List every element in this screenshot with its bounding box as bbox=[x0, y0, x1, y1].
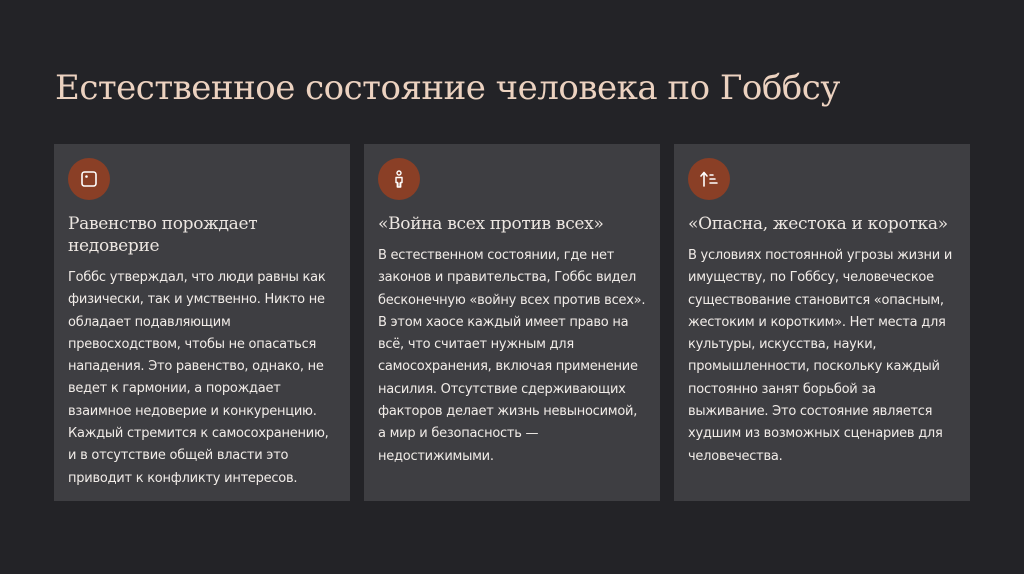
slide-title: Естественное состояние человека по Гоббсу bbox=[55, 68, 840, 108]
card-dangerous-life bbox=[674, 144, 970, 501]
person-icon bbox=[389, 169, 409, 189]
card-text: В естественном состоянии, где нет законов и правительства, Гоббс видел бесконечную «войну всех против всех». В этом хаосе каждый имеет право на всё, что считает нужным для самосохранения, включая применение насилия. Отсутствие сдерживающих факторов делает жизнь невыносимой, а мир и безопасность — недостижимыми. bbox=[378, 248, 646, 464]
card-title: «Война всех против всех» bbox=[378, 214, 604, 234]
card-text: В условиях постоянной угрозы жизни и имуществу, по Гоббсу, человеческое существование становится «опасным, жестоким и коротким». Нет места для культуры, искусства, науки, промышленности, поскольку каждый постоянно занят борьбой за выживание. Это состояние является худшим из возможных сценариев для человечества. bbox=[688, 248, 953, 464]
card-icon-badge bbox=[688, 158, 730, 200]
card-icon-badge bbox=[378, 158, 420, 200]
square-dot-icon bbox=[79, 169, 99, 189]
card-text: Гоббс утверждал, что люди равны как физически, так и умственно. Никто не обладает подавляющим превосходством, чтобы не опасаться нападения. Это равенство, однако, не ведет к гармонии, а порождает взаимное недоверие и конкуренцию. Каждый стремится к самосохранению, и в отсутствие общей власти это приводит к конфликту интересов. bbox=[68, 270, 329, 486]
sort-ascending-icon bbox=[699, 169, 719, 189]
card-title: «Опасна, жестока и коротка» bbox=[688, 214, 948, 234]
card-war-of-all bbox=[364, 144, 660, 501]
card-equality bbox=[54, 144, 350, 501]
card-title: Равенство порождает недоверие bbox=[68, 214, 258, 256]
card-icon-badge bbox=[68, 158, 110, 200]
